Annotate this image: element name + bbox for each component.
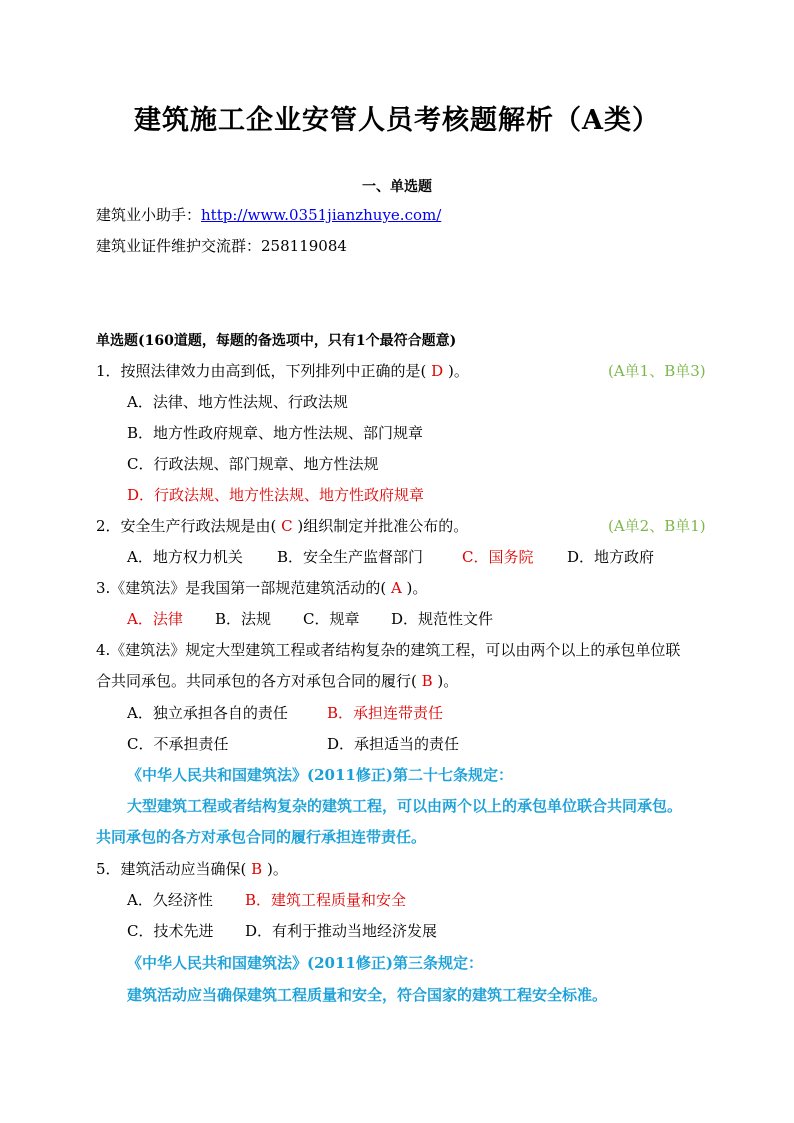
section-heading: 一、单选题 (362, 179, 432, 195)
question-2-answer: C (276, 517, 298, 535)
question-2-options (127, 547, 654, 567)
question-5-option-b: B．建筑工程质量和安全 (245, 891, 407, 909)
question-5-option-a: A．久经济性 (127, 891, 213, 909)
question-4-answer: B (416, 672, 438, 690)
question-2-post: )组织制定并批准公布的。 (297, 517, 469, 535)
question-3 (96, 578, 427, 598)
question-5 (96, 859, 288, 879)
question-5-options-row-1 (127, 890, 406, 910)
question-1-tag: (A单1、B单3) (608, 362, 706, 380)
question-4-option-c: C．不承担责任 (127, 735, 229, 753)
question-4-option-a: A．独立承担各自的责任 (127, 704, 288, 722)
question-4-note-1: 《中华人民共和国建筑法》(2011修正)第二十七条规定： (127, 766, 513, 784)
question-5-note-2: 建筑活动应当确保建筑工程质量和安全，符合国家的建筑工程安全标准。 (127, 986, 608, 1004)
intro-text: 单选题(160道题，每题的备选项中，只有1个最符合题意) (96, 333, 457, 349)
group-label: 建筑业证件维护交流群： (96, 237, 262, 255)
question-1 (96, 361, 469, 381)
question-4-option-d: D．承担适当的责任 (327, 735, 460, 753)
question-5-post: )。 (266, 860, 288, 878)
helper-label: 建筑业小助手： (96, 206, 202, 224)
question-4-option-b: B．承担连带责任 (327, 704, 444, 722)
question-2-option-b: B．安全生产监督部门 (277, 548, 424, 566)
question-2-option-d: D．地方政府 (567, 548, 655, 566)
question-4-note-2: 大型建筑工程或者结构复杂的建筑工程，可以由两个以上的承包单位联合共同承包。 (127, 797, 683, 815)
question-5-answer: B (246, 860, 267, 878)
page-title: 建筑施工企业安管人员考核题解析（A类） (134, 105, 660, 136)
question-5-options-row-2 (127, 921, 437, 941)
question-1-option-c: C．行政法规、部门规章、地方性法规 (127, 455, 379, 473)
question-5-note-1: 《中华人民共和国建筑法》(2011修正)第三条规定： (127, 954, 483, 972)
helper-link[interactable]: http://www.0351jianzhuye.com/ (201, 206, 442, 224)
question-2-option-c: C．国务院 (462, 548, 534, 566)
question-5-option-d: D．有利于推动当地经济发展 (245, 922, 438, 940)
helper-line (96, 205, 441, 225)
question-4-line-1: 4.《建筑法》规定大型建筑工程或者结构复杂的建筑工程，可以由两个以上的承包单位联 (96, 641, 681, 659)
question-5-option-c: C．技术先进 (127, 922, 214, 940)
question-1-option-d: D．行政法规、地方性法规、地方性政府规章 (127, 486, 425, 504)
question-4-text: 合共同承包。共同承包的各方对承包合同的履行( (96, 672, 417, 690)
question-4-options-row-2 (127, 734, 459, 754)
question-2-tag: (A单2、B单1) (608, 517, 706, 535)
question-2-text: 2．安全生产行政法规是由( (96, 517, 277, 535)
question-5-text: 5．建筑活动应当确保( (96, 860, 247, 878)
question-1-post: )。 (447, 362, 469, 380)
question-1-text: 1．按照法律效力由高到低，下列排列中正确的是( (96, 362, 427, 380)
question-4-note-3: 共同承包的各方对承包合同的履行承担连带责任。 (96, 828, 427, 846)
question-1-option-a: A．法律、地方性法规、行政法规 (127, 393, 348, 411)
question-2-option-a: A．地方权力机关 (127, 548, 243, 566)
question-3-answer: A (386, 579, 407, 597)
question-4 (96, 671, 458, 691)
group-line (96, 236, 347, 256)
question-3-options (127, 609, 493, 629)
question-3-post: )。 (406, 579, 428, 597)
question-3-option-a: A．法律 (127, 610, 183, 628)
question-2 (96, 516, 468, 536)
question-1-answer: D (426, 362, 448, 380)
question-3-text: 3.《建筑法》是我国第一部规范建筑活动的( (96, 579, 387, 597)
question-3-option-b: B．法规 (215, 610, 272, 628)
question-3-option-c: C．规章 (303, 610, 360, 628)
question-4-options-row-1 (127, 703, 443, 723)
group-number: 258119084 (261, 237, 347, 255)
question-1-option-b: B．地方性政府规章、地方性法规、部门规章 (127, 424, 424, 442)
question-3-option-d: D．规范性文件 (391, 610, 494, 628)
question-4-post: )。 (437, 672, 459, 690)
